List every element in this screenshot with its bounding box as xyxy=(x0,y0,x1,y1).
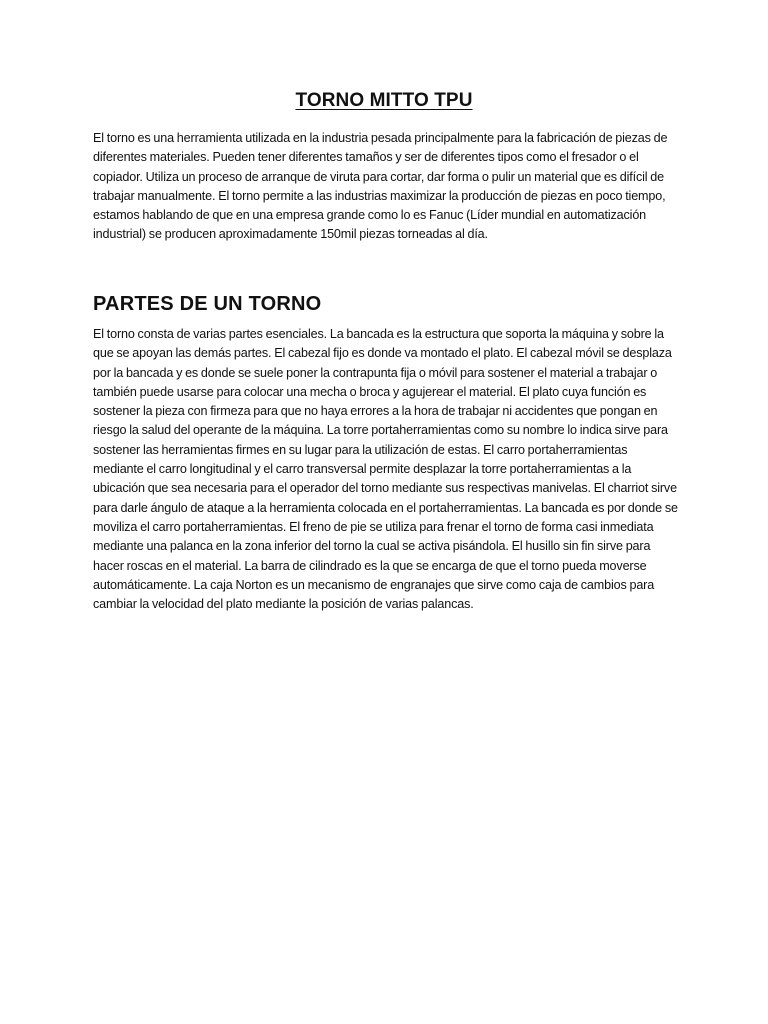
section-body-paragraph: El torno consta de varias partes esenciales. La bancada es la estructura que soporta la máquina y sobre la que se apoyan las demás partes. El cabezal fijo es donde va montado el plato. El cabezal móvil se desplaza por la bancada y es donde se suele poner la contrapunta fija o móvil para sostener el material a trabajar o también puede usarse para colocar una mecha o broca y agujerear el material. El plato cuya función es sostener la pieza con firmeza para que no haya errores a la hora de trabajar ni accidentes que pongan en riesgo la salud del operante de la máquina. La torre portaherramientas como su nombre lo indica sirve para sostener las herramientas firmes en su lugar para la utilización de estas. El carro portaherramientas mediante el carro longitudinal y el carro transversal permite desplazar la torre portaherramientas a la ubicación que sea necesaria para el operador del torno mediante sus respectivas manivelas. El charriot sirve para darle ángulo de ataque a la herramienta colocada en el portaherramientas. La bancada es por donde se moviliza el carro portaherramientas. El freno de pie se utiliza para frenar el torno de forma casi inmediata mediante una palanca en la zona inferior del torno la cual se activa pisándola. El husillo sin fin sirve para hacer roscas en el material. La barra de cilindrado es la que se encarga de que el torno pueda moverse automáticamente. La caja Norton es un mecanismo de engranajes que sirve como caja de cambios para cambiar la velocidad del plato mediante la posición de varias palancas. xyxy=(93,327,678,612)
section-heading: PARTES DE UN TORNO xyxy=(93,293,322,315)
intro-paragraph: El torno es una herramienta utilizada en la industria pesada principalmente para la fabricación de piezas de diferentes materiales. Pueden tener diferentes tamaños y ser de diferentes tipos como el fresador o el copiador. Utiliza un proceso de arranque de viruta para cortar, dar forma o pulir un material que es difícil de trabajar manualmente. El torno permite a las industrias maximizar la producción de piezas en poco tiempo, estamos hablando de que en una empresa grande como lo es Fanuc (Líder mundial en automatización industrial) se producen aproximadamente 150mil piezas torneadas al día. xyxy=(93,131,668,242)
document-title: TORNO MITTO TPU xyxy=(295,90,473,111)
